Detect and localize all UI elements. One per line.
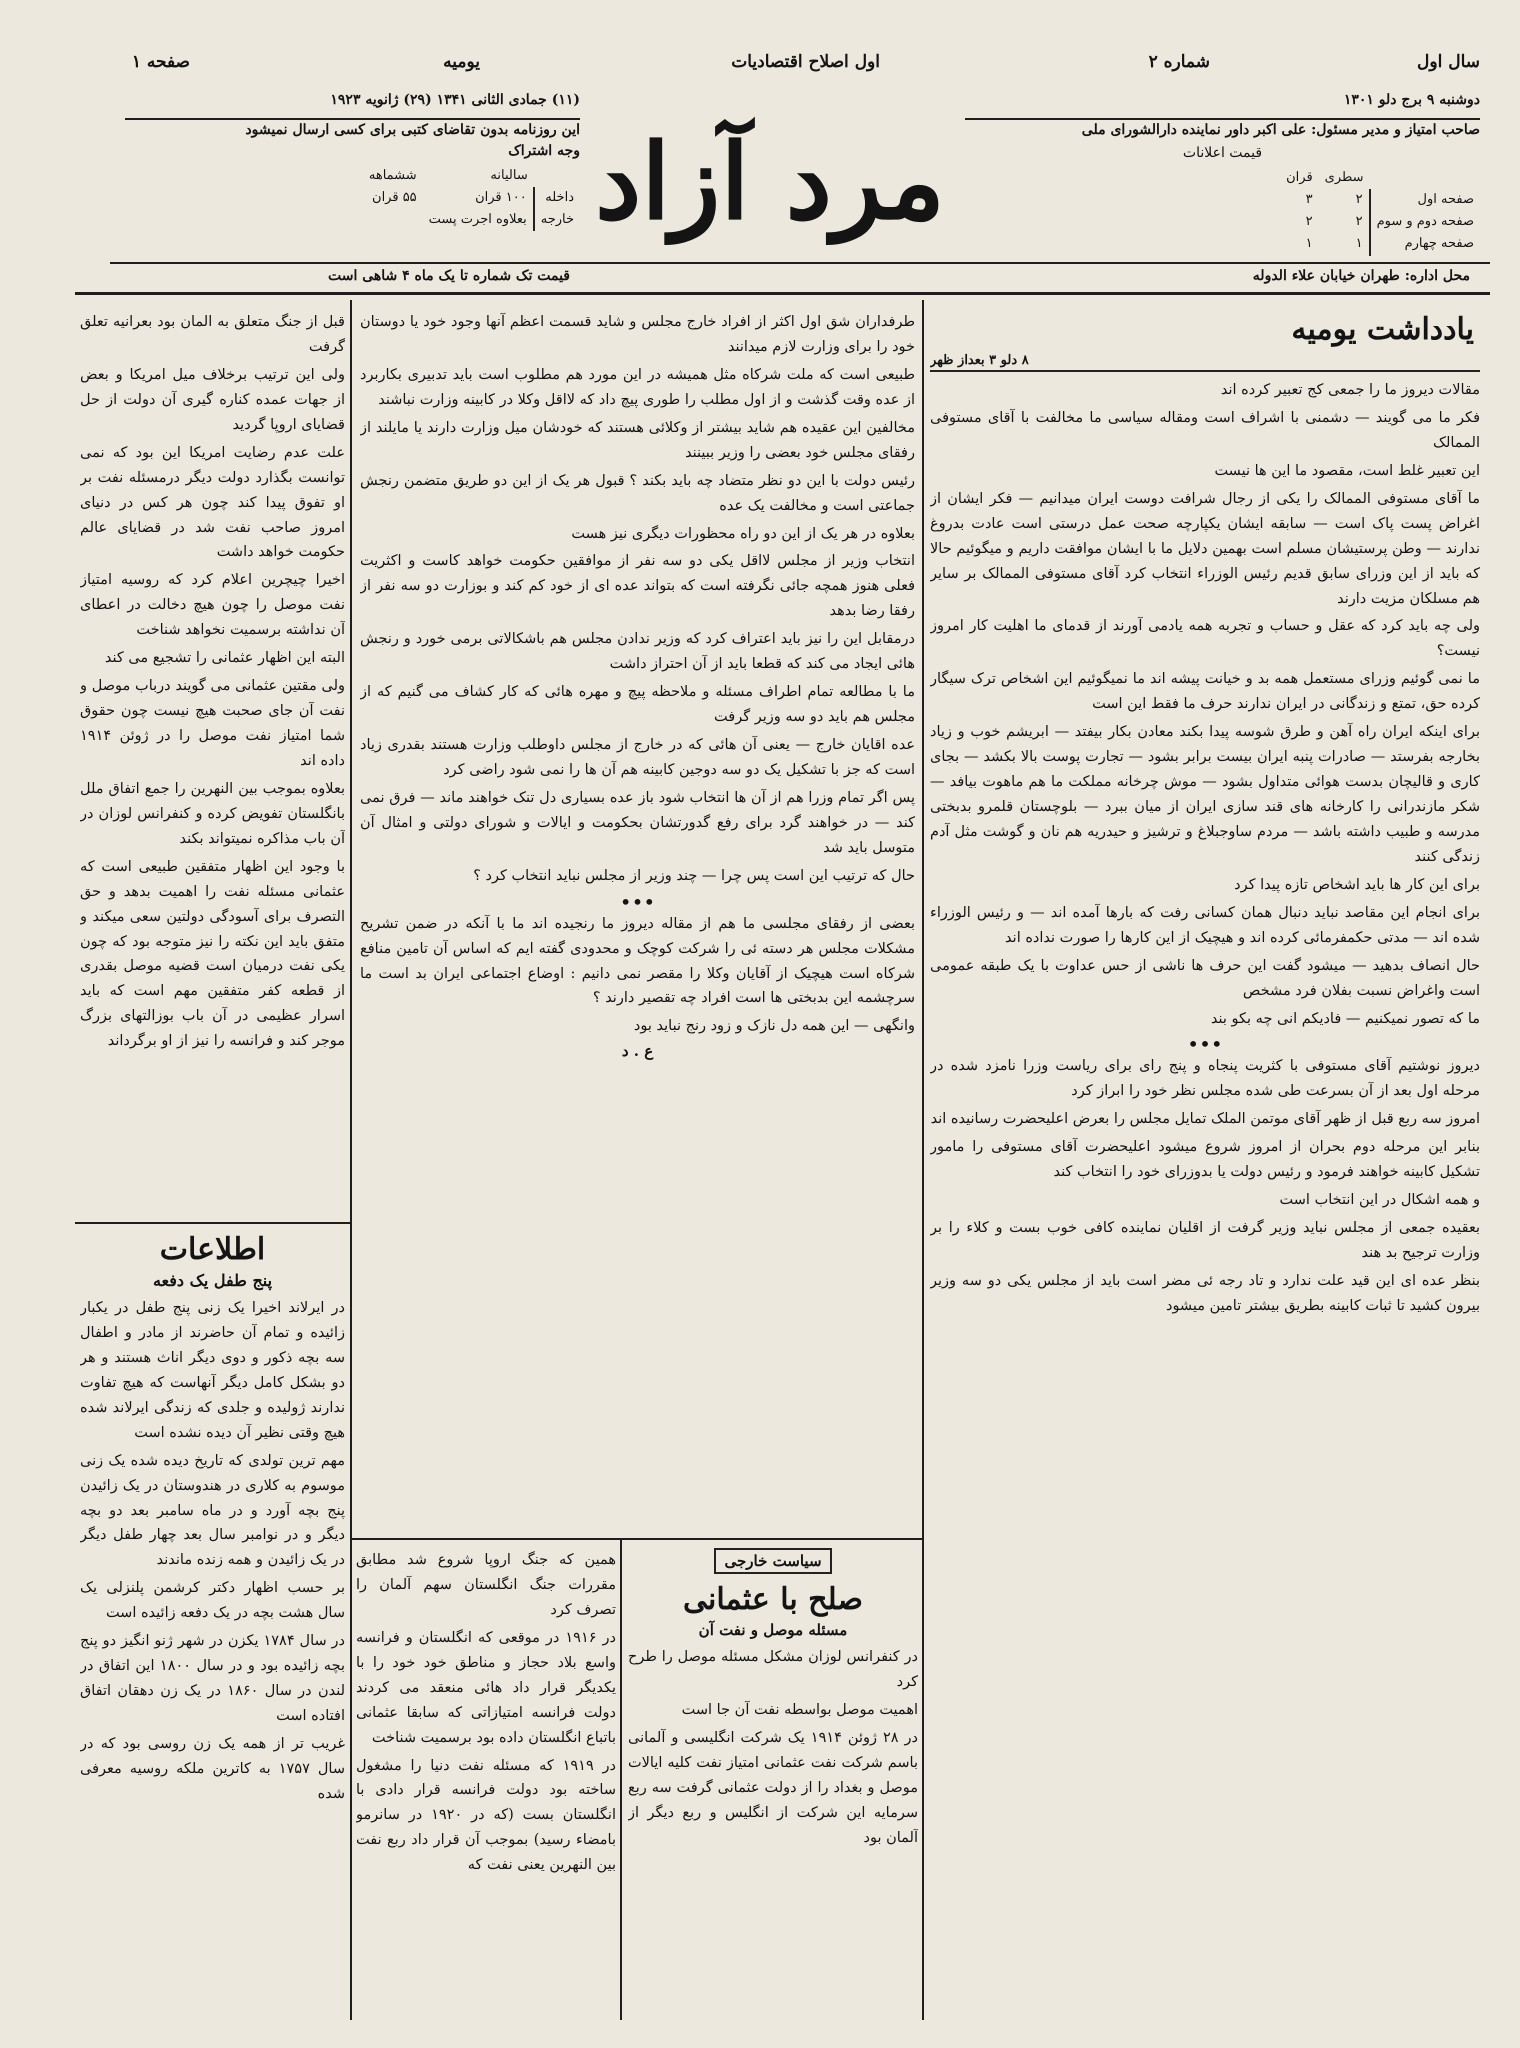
section-dots: ••• [1187, 1032, 1223, 1057]
subs-row-label: خارجه [534, 209, 580, 231]
owner-line: صاحب امتیاز و مدیر مسئول: علی اکبر داور نماینده دارالشورای ملی [1081, 121, 1480, 138]
subs-col-yearly: سالیانه [490, 168, 528, 184]
masthead-title: مرد آزاد [595, 120, 945, 243]
single-price: قیمت تک شماره تا یک ماه ۴ شاهی است [327, 268, 570, 284]
ads-row-label: صفحه چهارم [1370, 233, 1480, 255]
masthead-left-box [125, 90, 580, 290]
subs-title: وجه اشتراک [508, 143, 580, 160]
slogan: اول اصلاح اقتصادیات [731, 52, 880, 72]
signature: ع . د [621, 1042, 654, 1061]
page-label: صفحه ۱ [131, 52, 190, 72]
ads-col-1: سطری [1324, 170, 1364, 186]
middle-paragraph: بعضی از رفقای مجلسی ما هم از مقاله دیروز ما رنجیده اند ما با آنکه در ضمن تشریح مشکلات مجلس هر دسته ئی را شرکت کوچک و محدودی گفته ایم که اساس آن تامین منافع شرکاه است هیچیک از آقایان وکلا را مقصر نمی دانیم : اوضاع اجتماعی ایران بد است ما سرچشمه این بدبختی ها است افراد چه تقصیر دارند ؟ [360, 915, 915, 1007]
middle-column [360, 310, 915, 1535]
column-rule [922, 300, 924, 2020]
divider [125, 118, 580, 120]
date-persian: دوشنبه ۹ برج دلو ۱۳۰۱ [1343, 92, 1480, 108]
middle-paragraph: بعلاوه در هر یک از این دو راه محظورات دیگری نیز هست [571, 525, 915, 542]
editorial-paragraph: برای اینکه ایران راه آهن و طرق شوسه پیدا بکند معادن بکار بیفتد — ابریشم خوب و زیاد بخارجه بفرستد — صادرات پنبه ایران بیست برابر بشود — تجارت پوست بالا بکشد — بجای کاری و قالیچان بدست هوائی متداول بشود — موش چرخانه مملکت ما هم ماهوت بیافد — شکر مازندرانی را کارخانه های قند سازی ایران از میان ببرد — بلوچستان قلمرو بدبختی مدرسه و طبیب داشته باشد — مردم ساوجبلاغ و ترشیز و حیدریه هم نان و گوشت مثل آدم زندگی کنند [930, 724, 1480, 865]
news-headline: اطلاعات [159, 1232, 266, 1267]
ads-row-label: صفحه اول [1370, 189, 1480, 211]
foreign-paragraph: در کنفرانس لوزان مشکل مسئله موصل را طرح کرد [628, 1649, 918, 1690]
masthead-bottom-rule-2 [75, 292, 1490, 295]
middle-paragraph: عده اقایان خارج — یعنی آن هائی که در خارج از مجلس داوطلب وزارت هستند بقدری زیاد است که جز با تشکیل یک دو سه دوجین کابینه هم آن ها را نمی شود راضی کرد [360, 737, 915, 778]
ads-row [1280, 211, 1480, 233]
news-subhead: پنج طفل یک دفعه [152, 1271, 273, 1290]
subs-col-half: ششماهه [368, 168, 417, 184]
foreign-paragraph: اهمیت موصل بواسطه نفت آن جا است [681, 1701, 918, 1718]
editorial-paragraph: ولی چه باید کرد که عقل و حساب و تجربه همه یادمی آورند از قدمای ما اهلیت کار امروز نیست؟ [930, 618, 1480, 660]
ads-row-value: ۲ [1305, 214, 1313, 230]
middle-paragraph: حال که ترتیب این است پس چرا — چند وزیر از مجلس نباید انتخاب کرد ؟ [473, 867, 915, 884]
middle-paragraph: درمقابل این را نیز باید اعتراف کرد که وزیر ندادن مجلس هم باشکالاتی برمی خورد و رنجش هائی ایجاد می کند که قطعا باید از آن احتراز داشت [360, 631, 915, 673]
middle-paragraph: رئیس دولت با این دو نظر متضاد چه باید بکند ؟ قبول هر یک از این دو طریق متضمن رنجش جماعتی است و مخالفت یک عده [360, 472, 915, 514]
middle-paragraph: مخالفین این عقیده هم شاید بیشتر از وکلائی هستند که خودشان میل وزارت دارند یا مایلند از رفقای مجلس خود بعضی را وزیر ببینند [360, 419, 915, 461]
foreign-subhead: مسئله موصل و نفت آن [698, 1621, 848, 1639]
middle-bottom-paragraph: همین که جنگ اروپا شروع شد مطابق مقررات جنگ انگلستان سهم آلمان را تصرف کرد [356, 1552, 616, 1618]
news-paragraph: مهم ترین تولدی که تاریخ دیده شده یک زنی موسوم به کلاری در هندوستان در یک زائیدن پنج بچه آورد و در ماه سامبر بعد دو بچه دیگر و در نوامبر سال بعد چهار طفل دیگر در یک زائیدن و همه زنده ماندند [80, 1452, 345, 1569]
editorial-paragraph: برای انجام این مقاصد نباید دنبال همان کسانی رفت که بارها آمده اند — و رئیس الوزراء شده اند — مدتی حکمفرمائی کرده اند و هیچیک از این کارها را صورت نداده اند [930, 904, 1480, 946]
middle-bottom-section [356, 1548, 616, 2013]
middle-paragraph: طبیعی است که ملت شرکاه مثل همیشه در این مورد هم مطلوب است باید تدبیری بکاربرد از عده وقت گذشت و از اول مطلب را طوری پیچ داد که لااقل وکلا در کابینه وزارت نباشند [360, 366, 915, 408]
notice: این روزنامه بدون تقاضای کتبی برای کسی ارسال نمیشود [245, 121, 580, 138]
section-dots: ••• [619, 889, 656, 914]
divider [965, 118, 1480, 120]
middle-paragraph: ما با مطالعه تمام اطراف مسئله و ملاحظه پیچ و مهره هائی که کار کشاف می گنیم که از مجلس هم باید دو سه وزیر گرفت [360, 684, 915, 726]
editorial-paragraph: ما نمی گوئیم وزرای مستعمل همه بد و خیانت پیشه اند ما نمیگوئیم این اشخاص ترک سیگار کرده حق، تمتع و زندگانی در ایران ندارند حرف ما فقط این است [930, 671, 1480, 713]
editorial-paragraph: فکر ما می گویند — دشمنی با اشراف است ومقاله سیاسی ما مخالفت با آقای مستوفی الممالک [930, 409, 1480, 451]
left-column [80, 310, 345, 1220]
left-paragraph: علت عدم رضایت امریکا این بود که نمی توانست بگذارد دولت دیگر درمسئله نفت بر او تفوق پیدا کند چون هر کس در دنیای امروز صاحب نفت شد در قضایای عالم حکومت خواهد داشت [80, 444, 345, 561]
subs-row [363, 209, 580, 231]
left-paragraph: بعلاوه بموجب بین النهرین را جمع اتفاق ملل بانگلستان تفویض کرده و کنفرانس لوزان در آن باب مذاکره نمیتواند بکند [80, 780, 345, 847]
middle-bottom-paragraph: در ۱۹۱۹ که مسئله نفت دنیا را مشغول ساخته بود دولت فرانسه قرار دادی با انگلستان بست (که در ۱۹۲۰ در سانرمو بامضاء رسید) بموجب آن قرار داد ربع نفت بین النهرین یعنی نفت که [356, 1757, 616, 1874]
subs-row [363, 187, 580, 209]
middle-paragraph: طرفداران شق اول اکثر از افراد خارج مجلس و شاید قسمت اعظم آنها وجود خود یا دوستان خود را برای وزارت لازم میدانند [360, 314, 915, 355]
editorial-paragraph: بنابر این مرحله دوم بحران از امروز شروع میشود اعلیحضرت آقای مستوفی را مامور تشکیل کابینه خواهند فرمود و رئیس دولت یا بدوزرای خود را انتخاب کند [930, 1139, 1480, 1181]
middle-paragraph: وانگهی — این همه دل نازک و زود رنج نباید بود [633, 1018, 915, 1035]
middle-paragraph: پس اگر تمام وزرا هم از آن ها انتخاب شود باز عده بسیاری دل تنک خواهند ماند — فرق نمی کند — در خواهند گرد برای رفع گدورتشان بحکومت و ایالات و شورای دولتی و امثال آن متوسل باید شد [360, 789, 915, 856]
left-paragraph: البته این اظهار عثمانی را تشجیع می کند [104, 650, 345, 667]
date-arabic: (۱۱) جمادی الثانی ۱۳۴۱ (۲۹) ژانویه ۱۹۲۳ [330, 92, 580, 108]
left-paragraph: اخیرا چیچرین اعلام کرد که روسیه امتیاز نفت موصل را چون هیچ دخالت در اعطای آن نداشته برسمیت نخواهد شناخت [80, 572, 345, 639]
subs-row-half [363, 209, 423, 231]
editorial-paragraph: دیروز نوشتیم آقای مستوفی با کثریت پنجاه و پنج رای برای ریاست وزرا نامزد شده در مرحله اول بعد از آن بسرعت طی شده مجلس نظر خود را ابراز کرد [930, 1058, 1480, 1100]
ads-title: قیمت اعلانات [1182, 145, 1263, 162]
masthead-bottom-rule [110, 262, 1490, 264]
news-paragraph: بر حسب اظهار دکتر کرشمن پلنزلی یک سال هشت بچه در یک دفعه زائیده است [80, 1580, 345, 1622]
ads-row-value: ۲ [1355, 214, 1363, 230]
ads-col-2: قران [1286, 170, 1313, 186]
subs-header-row [363, 165, 580, 187]
news-section [80, 1232, 345, 2012]
ads-row [1280, 233, 1480, 255]
masthead-right-box [965, 90, 1480, 290]
middle-paragraph: انتخاب وزیر از مجلس لااقل یکی دو سه نفر از موافقین حکومت خواهد کاست و اکثریت فعلی هنوز همچه جائی نگرفته است که بتواند عده ای از خود کم کند و بوزارت دو سه نفر از رفقا رضا بدهد [360, 553, 915, 620]
editorial-paragraph: مقالات دیروز ما را جمعی کج تعبیر کرده اند [1220, 382, 1480, 398]
editorial-paragraph: بنظر عده ای این قید علت ندارد و تاد رجه ئی مضر است باید از مجلس یکی دو سه وزیر بیرون کشید تا ثبات کابینه بطریق بیشتر تامین میشود [930, 1272, 1480, 1314]
ads-row-label: صفحه دوم و سوم [1370, 211, 1480, 233]
issue-number: شماره ۲ [1148, 52, 1210, 72]
middle-bottom-paragraph: در ۱۹۱۶ در موقعی که انگلستان و فرانسه واسع بلاد حجاز و مناطق خود خود را با یکدیگر قرار داد هائی منعقد می کردند دولت فرانسه امتیازاتی که سابقا عثمانی باتباع انگلستان داده بود برسمیت شناخت [356, 1629, 616, 1746]
ads-header-row [1280, 167, 1480, 189]
ads-row-value: ۱ [1355, 236, 1363, 252]
subs-row-yearly: ۱۰۰ قران [475, 190, 527, 206]
subs-row-yearly: بعلاوه اجرت پست [428, 212, 527, 228]
editorial-paragraph: برای این کار ها باید اشخاص تازه پیدا کرد [1234, 876, 1480, 893]
news-paragraph: در ایرلاند اخیرا یک زنی پنج طفل در یکبار زائیده و تمام آن حاضرند از مادر و اطفال سه بچه ذکور و دوی دیگر اناث هستند و هر دو بشکل کامل دیگر آنهاست که هیچ تفاوت ندارند ژولیده و جلدی که زندگی ایرلاند شده هیچ وقتی نظیر آن دیده نشده است [80, 1300, 345, 1441]
ads-row-value: ۱ [1305, 236, 1313, 252]
left-paragraph: ولی مقتین عثمانی می گویند درباب موصل و نفت آن جای صحبت هیچ نیست چون حقوق شما امتیاز نفت موصل را در ژوئن ۱۹۱۴ داده اند [80, 678, 345, 769]
right-column [930, 310, 1480, 2010]
editorial-paragraph: این تعبیر غلط است، مقصود ما این ها نیست [1214, 462, 1480, 479]
ads-row-value: ۳ [1305, 192, 1313, 208]
editorial-headline: یادداشت یومیه [1291, 312, 1474, 347]
news-paragraph: در سال ۱۷۸۴ یکزن در شهر ژنو انگیز دو پنج بچه زائیده بود و در سال ۱۸۰۰ این اتفاق در لندن در سال ۱۸۶۰ در یک زن دهقان اتفاق افتاده است [80, 1633, 345, 1724]
left-paragraph: با وجود این اظهار متفقین طبیعی است که عثمانی مسئله نفت را اهمیت بدهد و حق التصرف برای آسودگی دولتین سعی میکند و متفق باید این نکته را نیز متوجه بود که چون یکی نفت درمیان است قضیه موصل بقدری از قطعه کفر متفقین مهم است که باید اسرار عظیمی در آن باب بوزالتهای بزرگ موجر کند و فرانسه را نیز از او برگرداند [80, 858, 345, 1050]
ads-row-value: ۲ [1355, 192, 1363, 208]
subs-row-label: داخله [534, 187, 580, 209]
column-rule [350, 300, 352, 2020]
editorial-paragraph: و همه اشکال در این انتخاب است [1279, 1192, 1480, 1209]
editorial-paragraph: ما که تصور نمیکنیم — فادیکم انی چه بکو بند [1210, 1010, 1480, 1027]
section-rule [352, 1538, 922, 1540]
ads-table [1279, 167, 1480, 256]
foreign-section [628, 1548, 918, 2013]
subs-table [362, 165, 580, 231]
editorial-paragraph: امروز سه ربع قبل از ظهر آقای موتمن الملک تمایل مجلس را بعرض اعلیحضرت رسانیده اند [930, 1111, 1480, 1128]
ads-row [1280, 189, 1480, 211]
news-paragraph: غریب تر از همه یک زن روسی بود که در سال ۱۷۵۷ به کاترین ملکه روسیه معرفی شده [80, 1735, 345, 1802]
editorial-paragraph: بعقیده جمعی از مجلس نباید وزیر گرفت از اقلیان نماینده کافی خوب بست و کلاء را بر وزارت ترجیح بد هند [930, 1220, 1480, 1261]
foreign-headline: صلح با عثمانی [683, 1582, 863, 1617]
editorial-paragraph: حال انصاف بدهید — میشود گفت این حرف ها ناشی از حس عداوت با یک طبقه عمومی است واغراض نسبت بفلان فرد مشخص [930, 957, 1480, 999]
left-paragraph: قبل از جنگ متعلق به المان بود بعرانیه تعلق گرفت [80, 314, 345, 355]
foreign-label: سیاست خارجی [714, 1548, 831, 1574]
frequency-label: یومیه [443, 52, 480, 72]
section-rule [75, 1222, 350, 1224]
left-paragraph: ولی این ترتیب برخلاف میل امریکا و بعض از جهات عمده کناره گیری آن دولت از حل قضایای اروپا گردید [80, 366, 345, 433]
column-rule [620, 1540, 622, 2020]
subs-row-half: ۵۵ قران [372, 190, 417, 206]
foreign-paragraph: در ۲۸ ژوئن ۱۹۱۴ یک شرکت انگلیسی و آلمانی باسم شرکت نفت عثمانی امتیاز نفت کلیه ایالات موصل و بغداد را از دولت عثمانی گرفت سه ربع سرمایه این شرکت از انگلیس و ربع دیگر از آلمان بود [628, 1729, 918, 1846]
address: محل اداره: طهران خیابان علاء الدوله [1252, 268, 1470, 284]
year-label: سال اول [1417, 52, 1480, 72]
topline [60, 52, 1480, 82]
editorial-dateline: ۸ دلو ۳ بعداز ظهر [930, 353, 1480, 372]
editorial-paragraph: ما آقای مستوفی الممالک را یکی از رجال شرافت دوست ایران میدانیم — فکر ایشان از اغراض پست پاک است — سابقه ایشان یکپارچه صحت عمل درستی است عادت بدروغ ندارند — وطن پرستیشان مسلم است بهمین دلایل ما با ایشان موافقت داریم و میگوئیم حالا که باید از این وزرای سابق قدیم رئیس الوزراء انتخاب کرد آقای مستوفی الممالک بر سایر هم مسلکان مزیت دارند [930, 490, 1480, 607]
